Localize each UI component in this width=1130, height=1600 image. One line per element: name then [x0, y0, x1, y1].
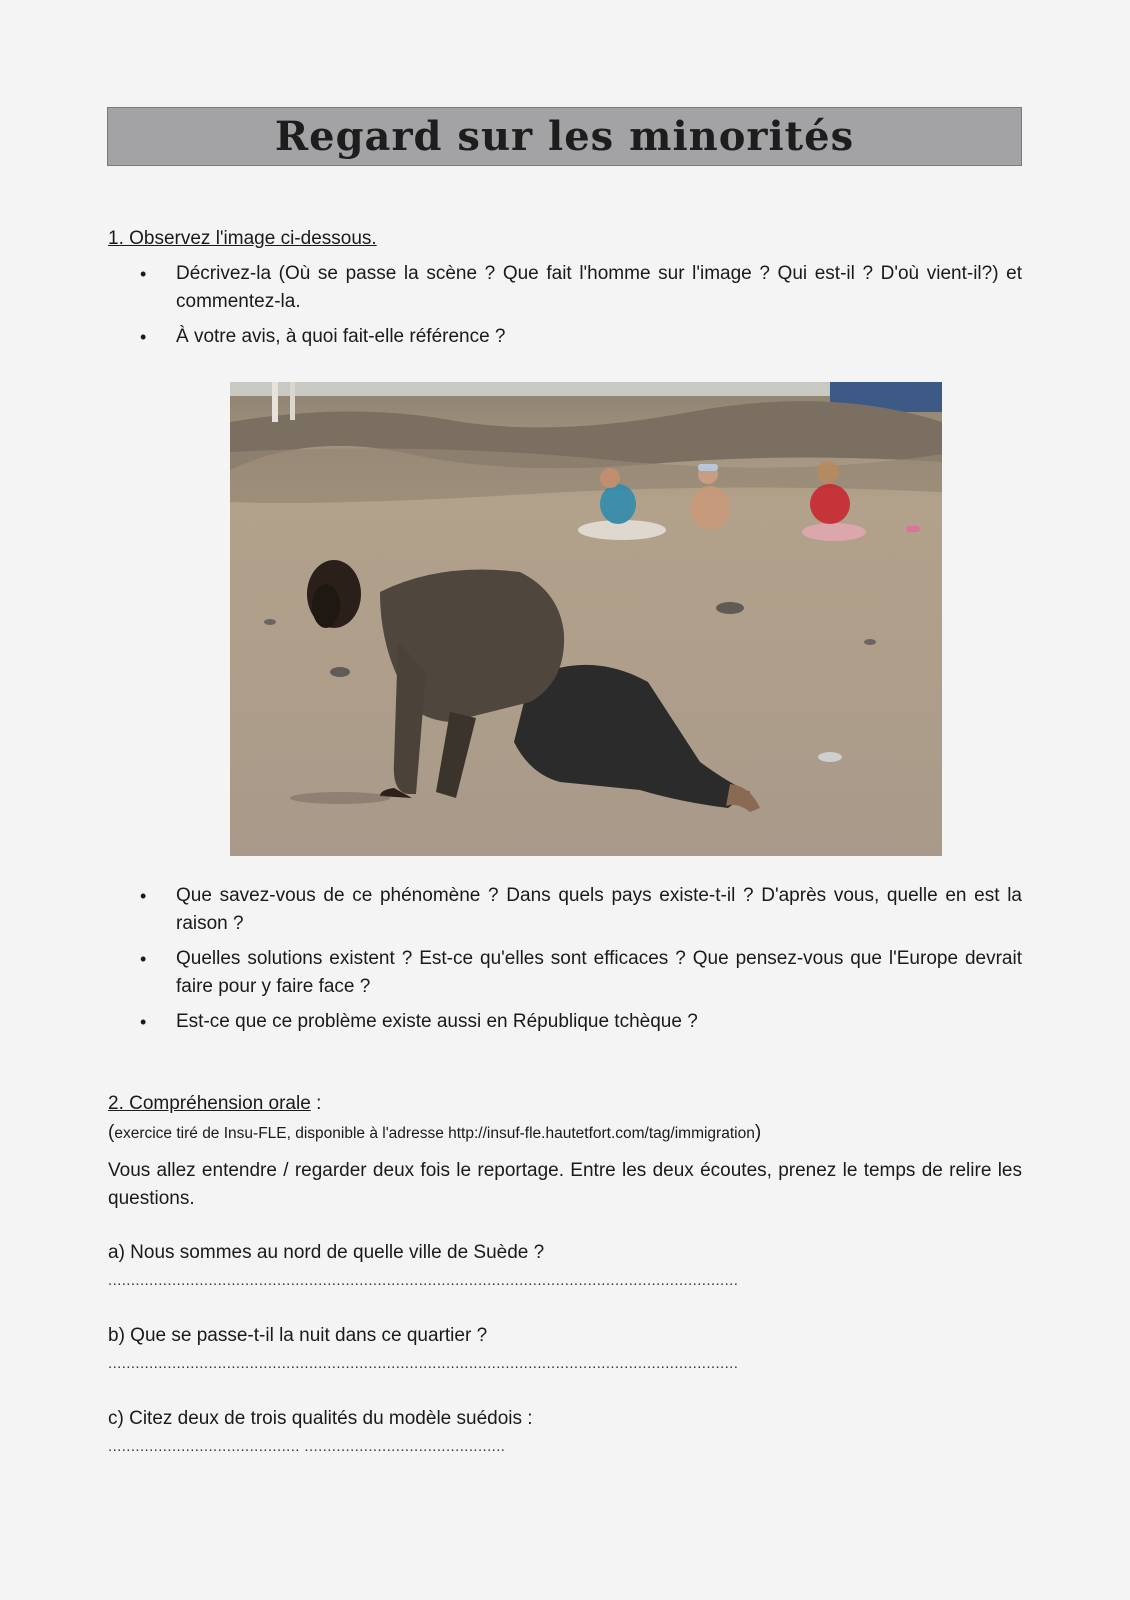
beach-photo	[230, 382, 942, 856]
section-1-bullets-bottom	[140, 882, 1022, 1043]
bullet-item: • Décrivez-la (Où se passe la scène ? Que fait l'homme sur l'image ? Qui est-il ? D'où vient-il?) et commentez-la.	[140, 260, 1022, 316]
bullet-item: • Est-ce que ce problème existe aussi en République tchèque ?	[140, 1008, 1022, 1036]
question-b: b) Que se passe-t-il la nuit dans ce quartier ?	[108, 1325, 488, 1346]
source-close-paren: )	[754, 1122, 762, 1143]
title-banner	[107, 107, 1022, 166]
section-2-heading: 2. Compréhension orale	[108, 1093, 311, 1114]
section-2-heading-row	[108, 1093, 321, 1115]
bullet-item: • À votre avis, à quoi fait-elle référence ?	[140, 323, 1022, 351]
answer-line-c[interactable]: .......................................... ............................................	[108, 1438, 506, 1455]
answer-line-b[interactable]: ..........................................................................................................................................	[108, 1355, 739, 1372]
source-text: exercice tiré de Insu-FLE, disponible à l'adresse http://insuf-fle.hautetfort.com/tag/immigration	[114, 1125, 755, 1142]
question-a: a) Nous sommes au nord de quelle ville de Suède ?	[108, 1242, 545, 1263]
instructions: Vous allez entendre / regarder deux fois le reportage. Entre les deux écoutes, prenez le temps de relire les questions.	[108, 1160, 1022, 1209]
source-open-paren: (	[108, 1122, 115, 1143]
answer-line-a[interactable]: ..........................................................................................................................................	[108, 1272, 739, 1289]
bullet-item: • Que savez-vous de ce phénomène ? Dans quels pays existe-t-il ? D'après vous, quelle en est la raison ?	[140, 882, 1022, 938]
bullet-item: • Quelles solutions existent ? Est-ce qu'elles sont efficaces ? Que pensez-vous que l'Europe devrait faire pour y faire face ?	[140, 945, 1022, 1001]
page-title: Regard sur les minorités	[274, 113, 855, 160]
section-1-bullets-top	[140, 260, 1022, 358]
section-1-heading: 1. Observez l'image ci-dessous.	[108, 228, 377, 249]
source-note	[108, 1122, 761, 1144]
section-2-heading-colon: :	[310, 1093, 322, 1114]
question-c: c) Citez deux de trois qualités du modèle suédois :	[108, 1408, 533, 1429]
